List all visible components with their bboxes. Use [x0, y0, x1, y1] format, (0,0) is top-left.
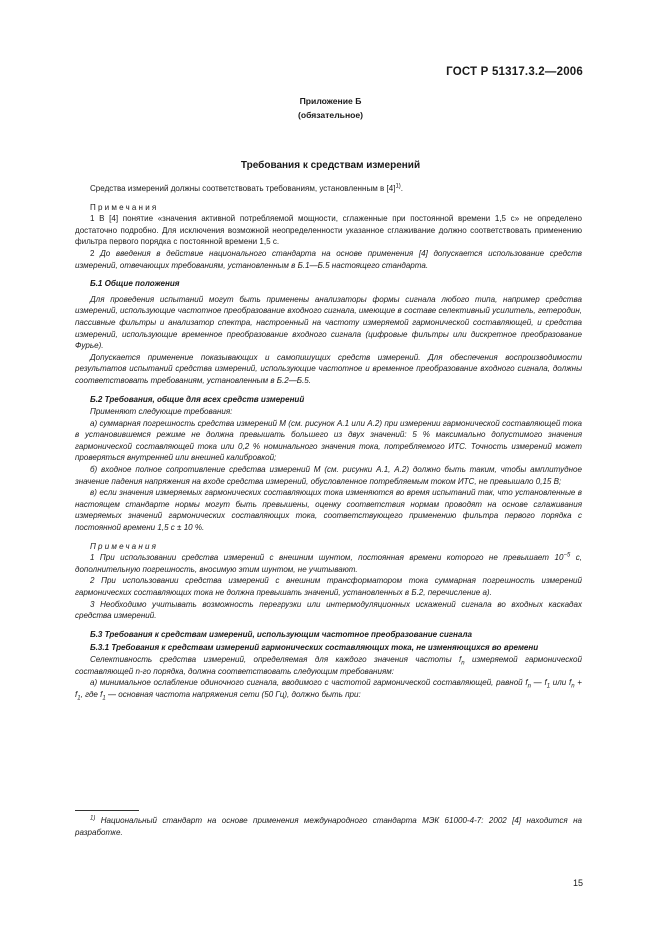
b3-paragraph-1: Селективность средства измерений, определяемая для каждого значения частоты $f_n$ измеряемой гармонической составляющей n-го порядка, должна соответствовать следующим требованиям: [75, 654, 582, 676]
b1-paragraph-2: Допускается применение показывающих и самопишущих средств измерений. Для обеспечения воспроизводимости результатов испытаний средства измерений, использующие частотное и временное преобразование входного сигнала, должны соответствовать требованиям, установленным в Б.2—Б.5. [75, 352, 582, 385]
footnote-ref: 1) [395, 183, 401, 190]
standard-designation: ГОСТ Р 51317.3.2—2006 [446, 66, 583, 78]
note-1: 1 В [4] понятие «значения активной потребляемой мощности, сглаженные при постоянной времени 1,5 с» не определено достаточно подробно. Для исключения возможной неопределенности указанное сглаживание должно соответствовать применению фильтра первого порядка с постоянной времени 1,5 с. [75, 214, 582, 247]
notes2-label: Примечания [90, 541, 159, 551]
footnote-mark: 1) [90, 815, 96, 822]
b2-lead: Применяют следующие требования: [90, 407, 233, 417]
b2-heading: Б.2 Требования, общие для всех средств измерений [90, 394, 305, 404]
notes2-note-1: 1 При использовании средства измерений с внешним шунтом, постоянная времени которого не превышает $10^{-5}$ с, дополнительную погрешность, вносимую этим шунтом, не учитывают. [75, 552, 583, 574]
appendix-title: Приложение Б [299, 96, 362, 106]
document-body [75, 183, 582, 700]
b1-paragraph-1: Для проведения испытаний могут быть применены анализаторы формы сигнала любого типа, например средства измерений, использующие частотное преобразование входного сигнала, имеющие в составе селективный усилитель, гетеродин, пассивные фильтры и анализатор спектра, настроенный на частоту измеряемой гармонической составляющей, и средства измерений, использующие временное преобразование входного сигнала (цифровые фильтры или дискретное преобразование Фурье). [75, 294, 582, 351]
notes-label: Примечания [90, 202, 159, 212]
b3-1-heading: Б.3.1 Требования к средствам измерений гармонических составляющих тока, не изменяющихся во времени [90, 643, 539, 653]
b2-item-v: в) если значения измеряемых гармонических составляющих тока изменяются во время испытаний так, что установленные в настоящем стандарте нормы могут быть превышены, оценку соответствия нормам проводят на основе сглаживания измеряемых значений гармонических составляющих тока, соответствующего применению фильтра первого порядка с постоянной времени 1,5 с ± 10 %. [75, 488, 582, 533]
b1-heading: Б.1 Общие положения [90, 279, 180, 289]
b2-item-b: б) входное полное сопротивление средства измерений М (см. рисунки А.1, А.2) должно быть таким, чтобы амплитудное значение падения напряжения на входе средства измерений, обусловленное потребляемым током ИТС, не превышало 0,15 В; [75, 465, 582, 486]
section-heading: Требования к средствам измерений [240, 160, 421, 171]
b3-paragraph-2: а) минимальное ослабление одиночного сигнала, вводимого с частотой гармонической составляющей, равной $f_n$ — $f_1$ или $f_n + f_1$, где $f_1$ — основная частота напряжения сети (50 Гц), должно быть при: [75, 678, 582, 702]
footnote: $^{1)}$ Национальный стандарт на основе применения международного стандарта МЭК 61000-4-7: 2002 [4] находится на разработке. [75, 815, 582, 837]
b3-heading: Б.3 Требования к средствам измерений, использующим частотное преобразование сигнала [90, 629, 472, 639]
footnote-separator [75, 810, 139, 811]
appendix-status: (обязательное) [297, 110, 364, 120]
notes2-note-3: 3 Необходимо учитывать возможность перегрузки или интермодуляционных искажений сигнала во входных каскадах средства измерений. [75, 599, 582, 621]
notes2-note-2: 2 При использовании средства измерений с внешним трансформатором тока суммарная погрешность измерений гармонических составляющих тока не должна превышать значений, установленных в Б.2, перечисление а). [75, 576, 582, 597]
intro-paragraph: Средства измерений должны соответствовать требованиям, установленным в $[4]^{1)}$. [90, 183, 404, 193]
page-number: 15 [572, 878, 583, 888]
note-2: 2 До введения в действие национального стандарта на основе применения [4] допускается использование средств измерений, отвечающих требованиям, установленным в Б.1—Б.5 настоящего стандарта. [75, 248, 582, 270]
b2-item-a: а) суммарная погрешность средства измерений М (см. рисунок А.1 или А.2) при измерении гармонической составляющей тока в установившемся режиме не должна превышать большего из двух значений: 5 % максимально допустимого значения гармонической составляющей тока или 0,2 % номинального значения тока, потребляемого ИТС. Точность измерений может проверяться внутренней или внешней калибровкой; [75, 418, 582, 463]
